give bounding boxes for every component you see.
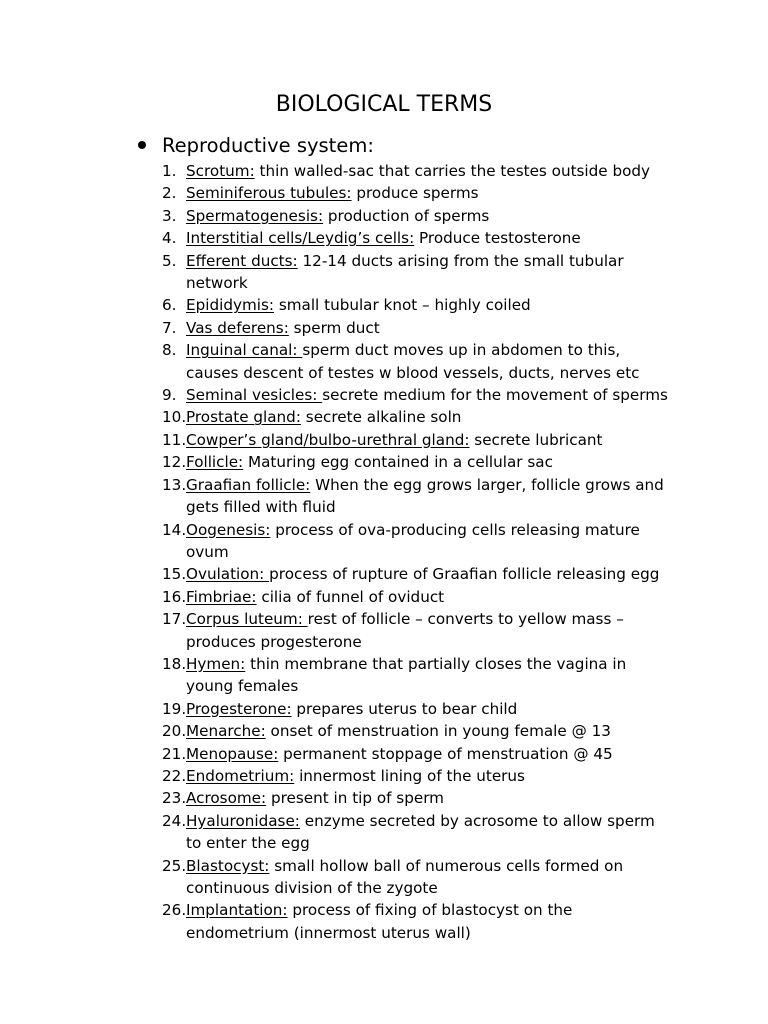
item-definition: process of fixing of blastocyst on the endometrium (innermost uterus wall) bbox=[186, 901, 573, 942]
item-definition: 12-14 ducts arising from the small tubular network bbox=[186, 251, 624, 293]
item-number: 25. bbox=[162, 856, 187, 875]
item-definition: production of sperms bbox=[323, 206, 490, 225]
item-number: 13. bbox=[162, 475, 187, 494]
list-item bbox=[0, 429, 670, 451]
item-number: 15. bbox=[162, 565, 187, 584]
item-number: 23. bbox=[162, 789, 187, 808]
item-term: Acrosome: bbox=[186, 789, 267, 808]
item-number: 24. bbox=[162, 811, 187, 830]
item-term: Hyaluronidase: bbox=[186, 811, 300, 830]
item-definition: secrete medium for the movement of sperms bbox=[322, 386, 668, 405]
list-item bbox=[0, 608, 670, 653]
list-item bbox=[0, 765, 670, 787]
item-term: Vas deferens: bbox=[186, 318, 289, 337]
list-item bbox=[0, 698, 670, 720]
list-item bbox=[0, 787, 670, 809]
item-definition: secrete lubricant bbox=[469, 430, 603, 449]
item-term: Efferent ducts: bbox=[186, 251, 298, 270]
item-term: Spermatogenesis: bbox=[186, 206, 324, 225]
item-definition: thin membrane that partially closes the vagina in young females bbox=[186, 654, 627, 696]
list-item bbox=[0, 250, 670, 295]
list-item bbox=[0, 810, 670, 855]
item-number: 10. bbox=[162, 408, 187, 427]
item-term: Prostate gland: bbox=[186, 408, 301, 427]
list-item bbox=[0, 474, 670, 519]
list-item bbox=[0, 384, 670, 406]
item-definition: process of rupture of Graafian follicle releasing egg bbox=[269, 565, 660, 584]
item-number: 18. bbox=[162, 654, 187, 673]
terms-list bbox=[0, 160, 768, 944]
item-term: Oogenesis: bbox=[186, 520, 271, 539]
item-term: Blastocyst: bbox=[186, 856, 270, 875]
list-item bbox=[0, 182, 670, 204]
list-item bbox=[0, 519, 670, 564]
item-term: Corpus luteum: bbox=[186, 610, 308, 629]
item-definition: secrete alkaline soln bbox=[300, 408, 462, 427]
list-item bbox=[0, 855, 670, 900]
item-definition: process of ova-producing cells releasing mature ovum bbox=[186, 520, 640, 561]
list-item bbox=[0, 339, 670, 384]
list-item bbox=[0, 720, 670, 742]
item-definition: cilia of funnel of oviduct bbox=[256, 587, 445, 606]
item-term: Menopause: bbox=[186, 744, 279, 763]
item-term: Inguinal canal: bbox=[186, 341, 303, 360]
item-number: 16. bbox=[162, 587, 187, 606]
item-definition: sperm duct moves up in abdomen to this, causes descent of testes w blood vessels, ducts, nerves etc bbox=[186, 341, 640, 382]
item-number: 3. bbox=[162, 206, 177, 225]
item-number: 20. bbox=[162, 722, 187, 741]
item-definition: When the egg grows larger, follicle grows and gets filled with fluid bbox=[186, 475, 664, 517]
list-item bbox=[0, 160, 670, 182]
item-term: Menarche: bbox=[186, 722, 266, 741]
item-number: 21. bbox=[162, 744, 187, 763]
item-term: Seminiferous tubules: bbox=[186, 184, 352, 203]
item-number: 7. bbox=[162, 318, 177, 337]
item-definition: innermost lining of the uterus bbox=[294, 766, 525, 785]
item-term: Progesterone: bbox=[186, 699, 292, 718]
item-number: 26. bbox=[162, 901, 187, 920]
item-term: Cowper’s gland/bulbo-urethral gland: bbox=[186, 430, 470, 449]
item-number: 19. bbox=[162, 699, 187, 718]
item-term: Interstitial cells/Leydig’s cells: bbox=[186, 229, 415, 248]
item-term: Endometrium: bbox=[186, 766, 295, 785]
list-item bbox=[0, 743, 670, 765]
bullet-icon bbox=[138, 141, 146, 149]
item-term: Scrotum: bbox=[186, 162, 255, 180]
list-item bbox=[0, 406, 670, 428]
item-definition: Maturing egg contained in a cellular sac bbox=[243, 453, 553, 472]
item-number: 5. bbox=[162, 251, 177, 270]
item-definition: prepares uterus to bear child bbox=[291, 699, 518, 718]
list-item bbox=[0, 653, 670, 698]
list-item bbox=[0, 899, 670, 944]
list-item bbox=[0, 317, 670, 339]
item-definition: Produce testosterone bbox=[414, 229, 581, 248]
item-number: 11. bbox=[162, 430, 187, 449]
section-heading: Reproductive system: bbox=[162, 134, 374, 157]
item-definition: thin walled-sac that carries the testes outside body bbox=[254, 162, 651, 180]
item-definition: small hollow ball of numerous cells formed on continuous division of the zygote bbox=[186, 856, 624, 897]
item-number: 14. bbox=[162, 520, 187, 539]
item-term: Epididymis: bbox=[186, 296, 274, 315]
item-number: 12. bbox=[162, 453, 187, 472]
item-term: Graafian follicle: bbox=[186, 475, 311, 494]
item-definition: permanent stoppage of menstruation @ 45 bbox=[278, 744, 613, 763]
item-definition: present in tip of sperm bbox=[266, 789, 444, 808]
list-item bbox=[0, 294, 670, 316]
document-title: BIOLOGICAL TERMS bbox=[275, 92, 493, 117]
item-number: 8. bbox=[162, 341, 177, 360]
item-number: 17. bbox=[162, 610, 187, 629]
item-definition: small tubular knot – highly coiled bbox=[274, 296, 531, 315]
item-definition: sperm duct bbox=[288, 318, 380, 337]
item-number: 22. bbox=[162, 766, 187, 785]
item-number: 1. bbox=[162, 162, 177, 180]
item-definition: produce sperms bbox=[351, 184, 479, 203]
item-number: 9. bbox=[162, 386, 177, 405]
list-item bbox=[0, 205, 670, 227]
item-definition: onset of menstruation in young female @ 13 bbox=[265, 722, 611, 741]
list-item bbox=[0, 563, 670, 585]
item-term: Hymen: bbox=[186, 654, 246, 673]
item-number: 6. bbox=[162, 296, 177, 315]
list-item bbox=[0, 586, 670, 608]
item-number: 4. bbox=[162, 229, 177, 248]
item-term: Seminal vesicles: bbox=[186, 386, 323, 405]
list-item bbox=[0, 451, 670, 473]
item-term: Follicle: bbox=[186, 453, 244, 472]
item-term: Ovulation: bbox=[186, 565, 270, 584]
item-number: 2. bbox=[162, 184, 177, 203]
item-definition: enzyme secreted by acrosome to allow sperm to enter the egg bbox=[186, 811, 655, 853]
item-term: Fimbriae: bbox=[186, 587, 257, 606]
item-definition: rest of follicle – converts to yellow mass – produces progesterone bbox=[186, 610, 624, 651]
item-term: Implantation: bbox=[186, 901, 288, 920]
list-item bbox=[0, 227, 670, 249]
